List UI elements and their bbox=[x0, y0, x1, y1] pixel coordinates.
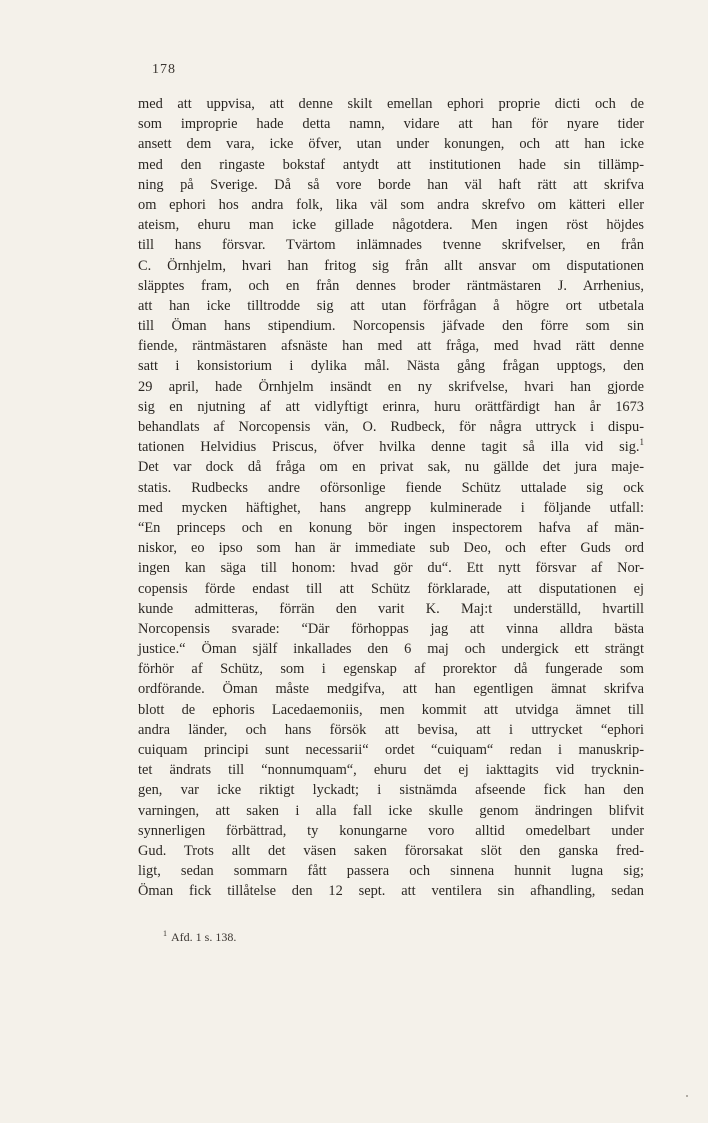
text-line: ingen kan säga till honom: hvad gör du“. Ett nytt försvar af Nor- bbox=[138, 560, 644, 577]
text-line: till Öman hans stipendium. Norcopensis jäfvade den förre som sin bbox=[138, 318, 644, 335]
text-line: Öman fick tillåtelse den 12 sept. att ventilera sin afhandling, sedan bbox=[138, 883, 644, 900]
footnote bbox=[163, 930, 236, 945]
text-line: tationen Helvidius Priscus, öfver hvilka denne tagit så illa vid sig.$^1$ bbox=[138, 437, 644, 456]
body-text bbox=[138, 94, 644, 902]
text-line: 29 april, hade Örnhjelm insändt en ny skrifvelse, hvari han gjorde bbox=[138, 378, 644, 395]
text-line: cuiquam principi sunt necessarii“ ordet “cuiquam“ redan i manuskrip- bbox=[138, 742, 644, 758]
text-line: med mycken häftighet, hans angrepp kulminerade i följande utfall: bbox=[138, 499, 644, 516]
text-line: kunde admitteras, förrän den varit K. Maj:t underställd, hvartill bbox=[138, 600, 644, 617]
text-line: sig en njutning af att vidlyftigt erinra, huru orättfärdigt han år 1673 bbox=[138, 398, 644, 415]
text-line: tet ändrats till “nonnumquam“, ehuru det ej iakttagits vid trycknin- bbox=[138, 762, 644, 779]
footnote-mark: 1 bbox=[163, 929, 167, 938]
text-line: ligt, sedan sommarn fått passera och sinnena hunnit lugna sig; bbox=[138, 863, 644, 880]
text-line: gen, var icke riktigt lyckadt; i sistnämda afseende fick han den bbox=[138, 782, 644, 799]
text-line: statis. Rudbecks andre oförsonlige fiende Schütz uttalade sig ock bbox=[138, 479, 644, 496]
text-line: Gud. Trots allt det väsen saken förorsakat slöt den ganska fred- bbox=[138, 842, 644, 859]
text-line: att han icke tilltrodde sig att utan förfrågan å högre ort utbetala bbox=[138, 297, 644, 314]
text-line: ateism, ehuru man icke gillade någotdera. Men ingen röst höjdes bbox=[138, 217, 644, 234]
text-line: ordförande. Öman måste medgifva, att han egentligen ämnat skrifva bbox=[138, 681, 644, 698]
paper-speck bbox=[686, 1095, 688, 1097]
text-line: med att uppvisa, att denne skilt emellan ephori proprie dicti och de bbox=[138, 96, 644, 112]
text-line: släpptes fram, och en från dennes broder räntmästaren J. Arrhenius, bbox=[138, 277, 644, 294]
text-line: andra länder, och hans försök att bevisa, att i uttrycket “ephori bbox=[138, 721, 644, 738]
text-line: copensis förde endast till att Schütz förklarade, att disputationen ej bbox=[138, 580, 644, 597]
text-line: varningen, att saken i alla fall icke skulle genom ändringen blifvit bbox=[138, 802, 644, 819]
text-line: satt i konsistorium i dylika mål. Nästa gång frågan upptogs, den bbox=[138, 358, 644, 375]
text-line: C. Örnhjelm, hvari han fritog sig från allt ansvar om disputationen bbox=[138, 257, 644, 274]
text-line: niskor, eo ipso som han är immediate sub Deo, och efter Guds ord bbox=[138, 540, 644, 557]
text-line: Norcopensis svarade: “Där förhoppas jag att vinna alldra bästa bbox=[138, 620, 644, 637]
text-line: som improprie hade detta namn, vidare att han för nyare tider bbox=[138, 116, 644, 133]
text-line: om ephori hos andra folk, lika väl som andra skrefvo om kätteri eller bbox=[138, 196, 644, 213]
text-line: blott de ephoris Lacedaemoniis, men kommit att utvidga ämnet till bbox=[138, 701, 644, 718]
text-line: ansett dem vara, icke öfver, utan under konungen, och att han icke bbox=[138, 136, 644, 153]
text-line: fiende, räntmästaren afsnäste han med att fråga, med hvad rätt denne bbox=[138, 338, 644, 355]
text-line: “En princeps och en konung bör ingen inspectorem hafva af män- bbox=[138, 519, 644, 536]
footnote-text: Afd. 1 s. 138. bbox=[171, 930, 237, 944]
footnote-reference[interactable]: 1 bbox=[639, 437, 644, 448]
text-line: ning på Sverige. Då så vore borde han väl haft rätt att skrifva bbox=[138, 176, 644, 193]
text-line: förhör af Schütz, som i egenskap af prorektor då fungerade som bbox=[138, 661, 644, 678]
text-line: behandlats af Norcopensis vän, O. Rudbeck, för några uttryck i dispu- bbox=[138, 419, 644, 435]
page-number: 178 bbox=[152, 62, 176, 77]
text-line: till hans försvar. Tvärtom inlämnades tvenne skrifvelser, en från bbox=[138, 237, 644, 254]
text-line: synnerligen förbättrad, ty konungarne voro alltid omedelbart under bbox=[138, 822, 644, 839]
text-line: Det var dock då fråga om en privat sak, nu gällde det jura maje- bbox=[138, 459, 644, 476]
text-line: justice.“ Öman själf inkallades den 6 maj och undergick ett strängt bbox=[138, 641, 644, 658]
text-line: med den ringaste bokstaf antydt att institutionen hade sin tillämp- bbox=[138, 156, 644, 173]
